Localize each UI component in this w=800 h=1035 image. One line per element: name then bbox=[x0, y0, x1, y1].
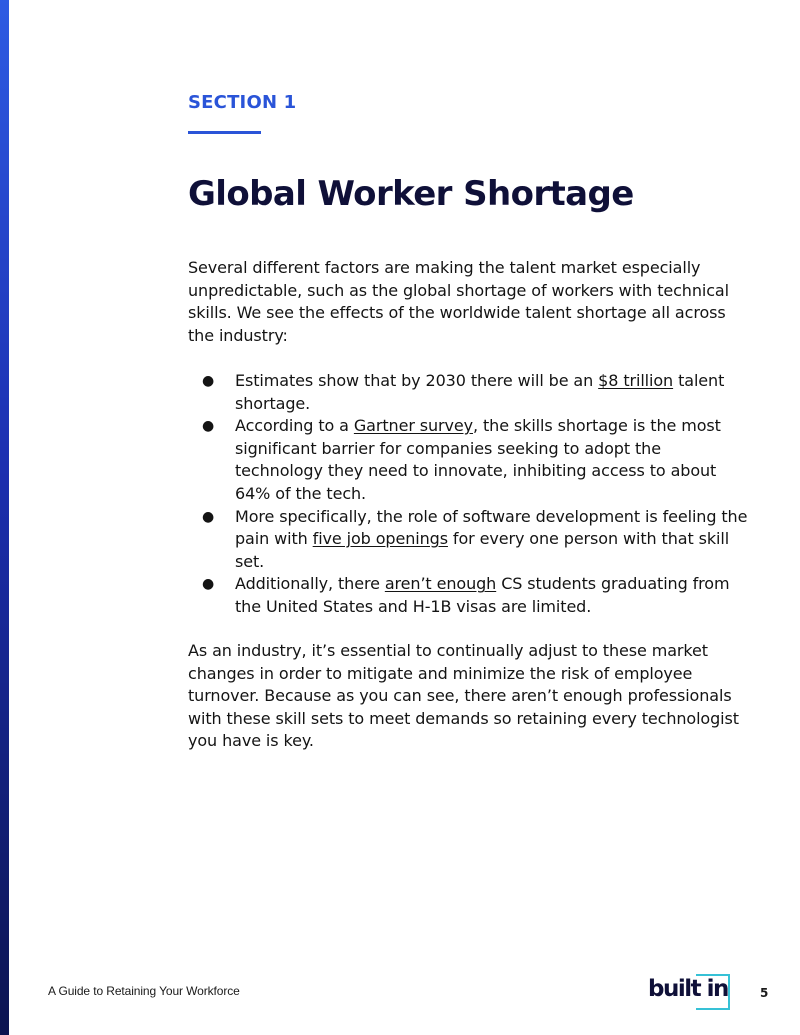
list-item bbox=[188, 415, 748, 505]
link-arent-enough[interactable]: aren’t enough bbox=[384, 574, 497, 594]
bullet-text: Estimates show that by 2030 there will be an bbox=[235, 371, 599, 390]
link-five-job-openings[interactable]: five job openings bbox=[312, 529, 448, 549]
bullet-dot-icon: ● bbox=[202, 373, 215, 389]
bullet-text: More specifically, the role of software development is feeling the pain with bbox=[235, 506, 748, 549]
section-label: SECTION 1 bbox=[188, 92, 297, 113]
bullet-text: According to a bbox=[235, 416, 354, 436]
left-accent-bar bbox=[0, 0, 9, 1035]
list-item bbox=[188, 573, 748, 618]
bullet-text: Additionally, there bbox=[235, 574, 385, 594]
logo-text: built in bbox=[648, 976, 728, 1002]
closing-paragraph: As an industry, it’s essential to continually adjust to these market changes in order to mitigate and minimize the risk of employee turnover. Because as you can see, there aren’t enough professionals with these skill sets to meet demands so retaining every technologist you have is key. bbox=[188, 641, 739, 751]
bullet-dot-icon: ● bbox=[202, 576, 215, 593]
section-underline bbox=[188, 131, 261, 134]
bullet-text: talent shortage. bbox=[235, 371, 725, 413]
footer-guide-title: A Guide to Retaining Your Workforce bbox=[48, 984, 240, 998]
link-8-trillion[interactable]: $8 trillion bbox=[598, 371, 674, 390]
bullet-dot-icon: ● bbox=[202, 508, 215, 525]
bullet-dot-icon: ● bbox=[202, 418, 215, 435]
list-item bbox=[188, 506, 748, 574]
intro-paragraph: Several different factors are making the talent market especially unpredictable, such as the global shortage of workers with technical skills. We see the effects of the worldwide talent shortage all across the industry: bbox=[188, 258, 729, 345]
page-title: Global Worker Shortage bbox=[188, 174, 634, 214]
bullet-list bbox=[188, 370, 748, 619]
page-number: 5 bbox=[760, 986, 769, 1000]
builtin-logo bbox=[644, 972, 734, 1012]
list-item bbox=[188, 370, 748, 415]
bullet-text: CS students graduating from the United States and H-1B visas are limited. bbox=[235, 574, 730, 616]
bullet-text: , the skills shortage is the most significant barrier for companies seeking to adopt the technology they need to innovate, inhibiting access to about 64% of the tech. bbox=[235, 416, 721, 503]
bullet-text: for every one person with that skill set. bbox=[235, 529, 730, 571]
link-gartner-survey[interactable]: Gartner survey bbox=[353, 416, 474, 436]
